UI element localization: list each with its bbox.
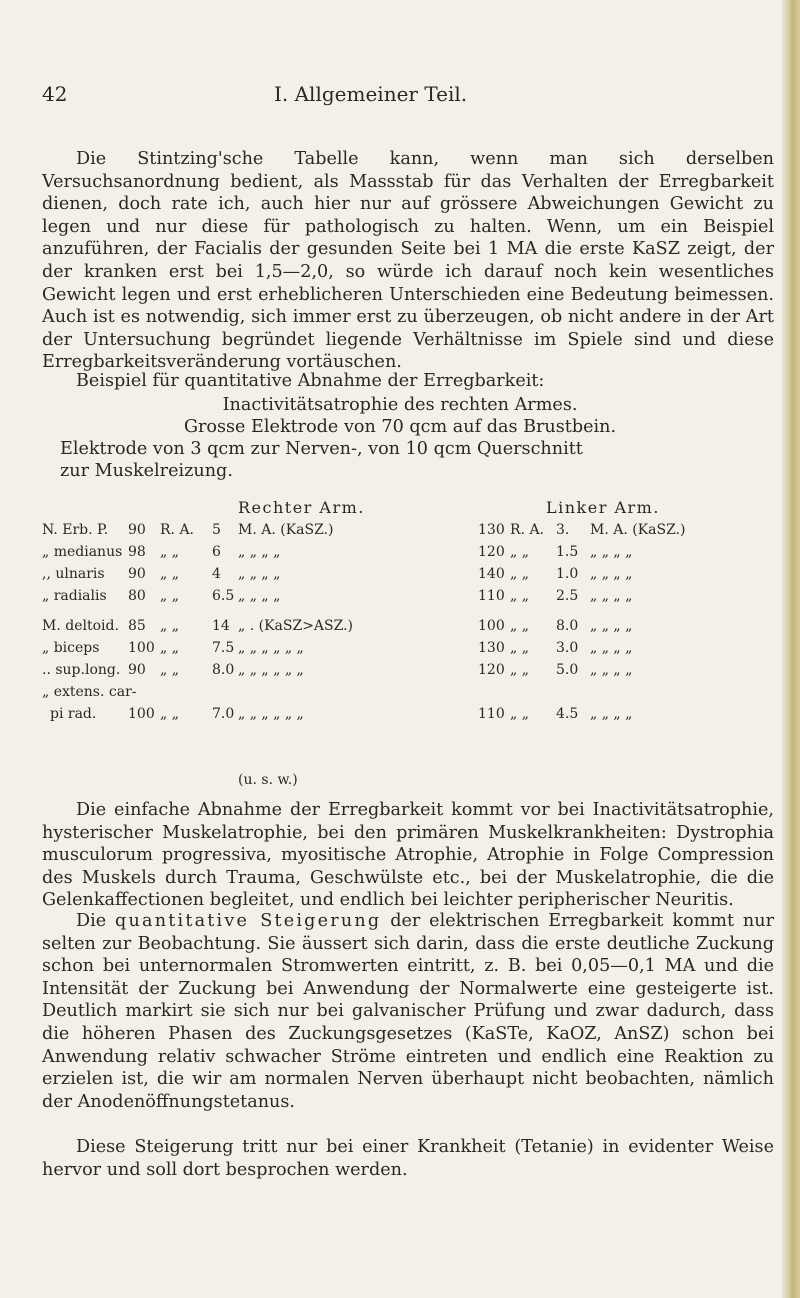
running-title: I. Allgemeiner Teil. bbox=[274, 82, 468, 106]
table-cell-l3: 4.5 bbox=[556, 706, 579, 722]
table-cell-r2: „ „ bbox=[160, 662, 179, 678]
table-cell-name: „ biceps bbox=[42, 640, 100, 656]
table-cell-r1: 98 bbox=[128, 544, 146, 560]
table-cell-r3: 8.0 bbox=[212, 662, 235, 678]
table-cell-name: „ radialis bbox=[42, 588, 107, 604]
page-header bbox=[42, 82, 742, 112]
paragraph-1: Die Stintzing'sche Tabelle kann, wenn man sich derselben Versuchsanordnung bedient, als Massstab für das Verhalten der Erregbarkeit dienen, doch rate ich, auch hier nur auf grössere Abweichungen Gewicht zu legen und nur diese für pathologisch zu halten. Wenn, um ein Beispiel anzuführen, der Facialis der gesunden Seite bei 1 MA die erste KaSZ zeigt, der der kranken erst bei 1,5—2,0, so würde ich darauf noch kein wesentliches Gewicht legen und erst erheblicheren Unterschieden eine Bedeutung beimessen. Auch ist es notwendig, sich immer erst zu überzeugen, ob nicht andere in der Art der Untersuchung begründet liegende Verhältnisse im Spiele sind und diese Erregbarkeitsveränderung vortäuschen. bbox=[42, 149, 774, 373]
table-cell-r3: 4 bbox=[212, 566, 221, 582]
example-line-1: Inactivitätsatrophie des rechten Armes. bbox=[222, 395, 578, 415]
table-cell-r3: 14 bbox=[212, 618, 230, 634]
paragraph-4 bbox=[42, 910, 774, 1113]
table-cell-l3: 1.0 bbox=[556, 566, 579, 582]
table-cell-r4: „ „ „ „ bbox=[238, 544, 281, 560]
table-footnote: (u. s. w.) bbox=[238, 772, 298, 788]
table-cell-r1: 90 bbox=[128, 522, 146, 538]
table-cell-r1: 85 bbox=[128, 618, 146, 634]
table-cell-l3: 3.0 bbox=[556, 640, 579, 656]
example-line-4: zur Muskelreizung. bbox=[60, 461, 233, 481]
table-cell-l2: „ „ bbox=[510, 618, 529, 634]
table-cell-l4: „ „ „ „ bbox=[590, 618, 633, 634]
table-cell-l3: 5.0 bbox=[556, 662, 579, 678]
table-cell-r1: 100 bbox=[128, 640, 155, 656]
paragraph-example-intro: Beispiel für quantitative Abnahme der Erregbarkeit: bbox=[76, 371, 545, 391]
table-cell-name: ,, ulnaris bbox=[42, 566, 105, 582]
table-cell-l1: 110 bbox=[478, 706, 505, 722]
table-cell-l1: 130 bbox=[478, 640, 505, 656]
table-cell-r4: „ „ „ „ „ „ bbox=[238, 640, 304, 656]
table-cell-l2: „ „ bbox=[510, 662, 529, 678]
table-cell-r2: „ „ bbox=[160, 706, 179, 722]
example-line-3: Elektrode von 3 qcm zur Nerven-, von 10 qcm Querschnitt bbox=[60, 439, 583, 459]
table-cell-l3: 8.0 bbox=[556, 618, 579, 634]
table-cell-r2: „ „ bbox=[160, 588, 179, 604]
paragraph-3: Die einfache Abnahme der Erregbarkeit kommt vor bei Inactivitätsatrophie, hysterischer Muskelatrophie, bei den primären Muskelkrankheiten: Dystrophia musculorum progressiva, myositische Atrophie, Atrophie in Folge Compression des Muskels durch Trauma, Geschwülste etc., bei der Muskelatrophie, die die Gelenkaffectionen begleitet, und endlich bei leichter peripherischer Neuritis. bbox=[42, 800, 774, 911]
paragraph-4-emphasis: quantitative Steigerung bbox=[115, 911, 382, 931]
table-cell-l2: „ „ bbox=[510, 706, 529, 722]
table-cell-l1: 100 bbox=[478, 618, 505, 634]
table-cell-l4: „ „ „ „ bbox=[590, 544, 633, 560]
table-cell-name: „ medianus bbox=[42, 544, 123, 560]
table-cell-l4: „ „ „ „ bbox=[590, 640, 633, 656]
table-cell-l2: „ „ bbox=[510, 566, 529, 582]
table-cell-l2: „ „ bbox=[510, 544, 529, 560]
table-cell-r1: 90 bbox=[128, 662, 146, 678]
table-header-right-arm: Rechter Arm. bbox=[238, 498, 365, 517]
table-cell-r3: 6 bbox=[212, 544, 221, 560]
table-cell-r2: R. A. bbox=[160, 522, 195, 538]
table-cell-l2: „ „ bbox=[510, 640, 529, 656]
table-cell-l3: 3. bbox=[556, 522, 570, 538]
table-cell-name: M. deltoid. bbox=[42, 618, 119, 634]
table-header-left-arm: Linker Arm. bbox=[546, 498, 660, 517]
table-cell-r3: 6.5 bbox=[212, 588, 235, 604]
table-cell-l1: 130 bbox=[478, 522, 505, 538]
table-cell-r3: 7.5 bbox=[212, 640, 235, 656]
table-cell-l4: „ „ „ „ bbox=[590, 706, 633, 722]
table-cell-l3: 1.5 bbox=[556, 544, 579, 560]
table-cell-r3: 7.0 bbox=[212, 706, 235, 722]
table-cell-l1: 120 bbox=[478, 662, 505, 678]
table-cell-l4: M. A. (KaSZ.) bbox=[590, 522, 686, 538]
table-cell-r4: „ . (KaSZ>ASZ.) bbox=[238, 618, 354, 634]
table-cell-l1: 140 bbox=[478, 566, 505, 582]
table-cell-r2: „ „ bbox=[160, 544, 179, 560]
table-cell-r1: 100 bbox=[128, 706, 155, 722]
table-cell-l3: 2.5 bbox=[556, 588, 579, 604]
table-cell-r4: „ „ „ „ bbox=[238, 566, 281, 582]
page-edge bbox=[782, 0, 800, 1298]
table-cell-l4: „ „ „ „ bbox=[590, 566, 633, 582]
table-cell-r2: „ „ bbox=[160, 566, 179, 582]
table-cell-l2: R. A. bbox=[510, 522, 545, 538]
table-cell-r4: M. A. (KaSZ.) bbox=[238, 522, 334, 538]
table-cell-r4: „ „ „ „ „ „ bbox=[238, 706, 304, 722]
table-cell-l1: 120 bbox=[478, 544, 505, 560]
paragraph-4-prefix: Die bbox=[76, 911, 116, 931]
table-cell-l4: „ „ „ „ bbox=[590, 588, 633, 604]
table-cell-name: .. sup.long. bbox=[42, 662, 121, 678]
example-line-2: Grosse Elektrode von 70 qcm auf das Brustbein. bbox=[183, 417, 617, 437]
table-cell-name: pi rad. bbox=[50, 706, 97, 722]
table-cell-r1: 90 bbox=[128, 566, 146, 582]
paragraph-5: Diese Steigerung tritt nur bei einer Krankheit (Tetanie) in evidenter Weise hervor und soll dort besprochen werden. bbox=[42, 1137, 774, 1180]
table-cell-r4: „ „ „ „ „ „ bbox=[238, 662, 304, 678]
paragraph-4-text: der elektrischen Erregbarkeit kommt nur selten zur Beobachtung. Sie äussert sich darin, dass die erste deutliche Zuckung schon bei unternormalen Stromwerten eintritt, z. B. bei 0,05—0,1 MA und die Intensität der Zuckung bei Anwendung der Normalwerte eine gesteigerte ist. Deutlich markirt sie sich nur bei galvanischer Prüfung und zwar dadurch, dass die höheren Phasen des Zuckungsgesetzes (KaSTe, KaOZ, AnSZ) schon bei Anwendung relativ schwacher Ströme eintreten und endlich eine Reaktion zu erzielen ist, die wir am normalen Nerven überhaupt nicht beobachten, nämlich der Anodenöffnungstetanus. bbox=[42, 911, 774, 1112]
table-cell-r3: 5 bbox=[212, 522, 221, 538]
table-cell-name: „ extens. car- bbox=[42, 684, 137, 700]
table-cell-r2: „ „ bbox=[160, 618, 179, 634]
table-cell-name: N. Erb. P. bbox=[42, 522, 109, 538]
table-cell-r1: 80 bbox=[128, 588, 146, 604]
table-cell-l2: „ „ bbox=[510, 588, 529, 604]
table-cell-l1: 110 bbox=[478, 588, 505, 604]
table-cell-l4: „ „ „ „ bbox=[590, 662, 633, 678]
page-number: 42 bbox=[42, 82, 68, 106]
table-cell-r2: „ „ bbox=[160, 640, 179, 656]
table-cell-r4: „ „ „ „ bbox=[238, 588, 281, 604]
